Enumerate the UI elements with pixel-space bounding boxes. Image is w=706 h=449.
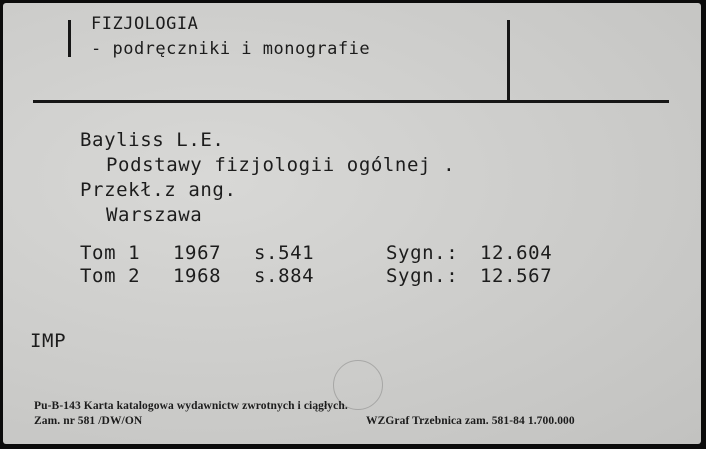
volume-2-sygn: 12.567 bbox=[480, 265, 553, 287]
footer-printer: WZGraf Trzebnica zam. 581-84 1.700.000 bbox=[366, 415, 575, 427]
volume-1-year: 1967 bbox=[173, 242, 222, 264]
book-title: Podstawy fizjologii ogólnej . bbox=[106, 154, 456, 176]
volume-1-tom: Tom 1 bbox=[80, 242, 141, 264]
volume-1-pages: s.541 bbox=[254, 242, 315, 264]
volume-2-sygn-label: Sygn.: bbox=[386, 265, 459, 287]
footer-form-line: Pu-B-143 Karta katalogowa wydawnictw zwrotnych i ciągłych. bbox=[34, 400, 348, 412]
header-right-rule bbox=[507, 20, 510, 100]
subject-heading: FIZJOLOGIA bbox=[91, 14, 199, 34]
header-divider bbox=[33, 100, 669, 103]
footer-order-number: Zam. nr 581 /DW/ON bbox=[34, 415, 143, 427]
subject-subtitle: - podręczniki i monografie bbox=[91, 39, 371, 59]
imp-mark: IMP bbox=[30, 330, 67, 352]
volume-1-sygn-label: Sygn.: bbox=[386, 242, 459, 264]
translation-note: Przekł.z ang. bbox=[80, 179, 237, 201]
header-left-rule bbox=[68, 20, 71, 57]
volume-2-pages: s.884 bbox=[254, 265, 315, 287]
author: Bayliss L.E. bbox=[80, 129, 225, 151]
volume-1-sygn: 12.604 bbox=[480, 242, 553, 264]
publication-place: Warszawa bbox=[106, 204, 203, 226]
volume-2-year: 1968 bbox=[173, 265, 222, 287]
volume-2-tom: Tom 2 bbox=[80, 265, 141, 287]
catalog-card bbox=[3, 3, 701, 444]
